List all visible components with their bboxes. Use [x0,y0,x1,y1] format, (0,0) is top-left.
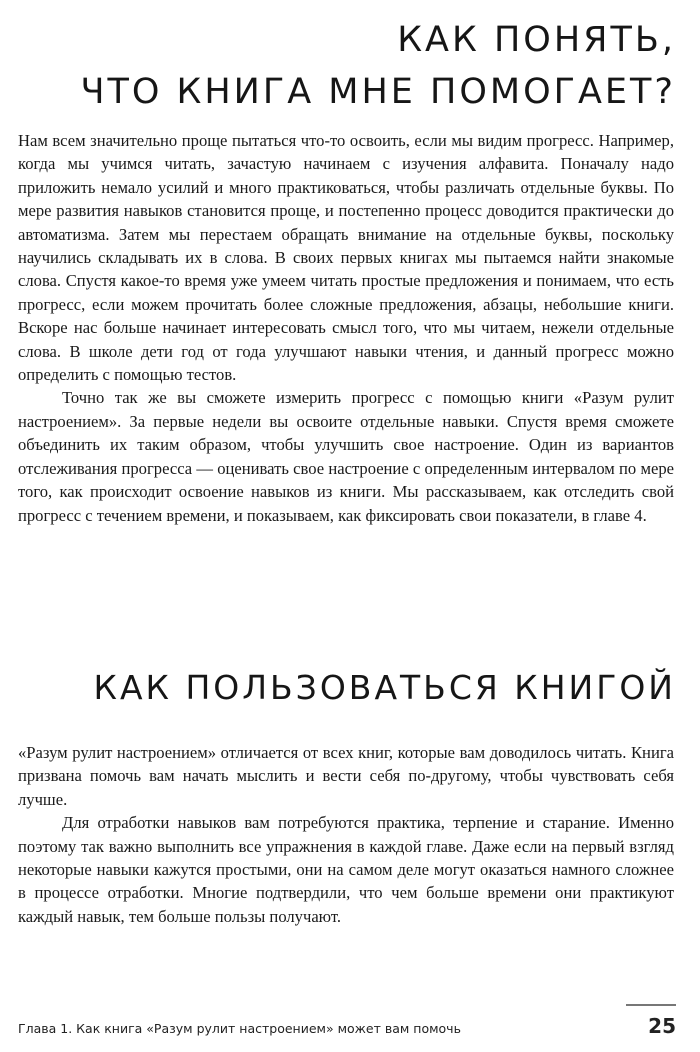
paragraph: Для отработки навыков вам потребуются практика, терпение и старание. Именно поэтому так важно выполнить все упражнения в каждой главе. Даже если на первый взгляд некоторые навыки кажутся простыми, они на самом деле могут оказаться намного сложнее в процессе отработки. Многие подтвердили, что чем больше времени они практикуют каждый навык, тем больше пользы получают. [18,813,674,926]
heading-line-2: ЧТО КНИГА МНЕ ПОМОГАЕТ? [80,72,676,112]
paragraph: Точно так же вы сможете измерить прогресс с помощью книги «Разум рулит настроением». За первые недели вы освоите отдельные навыки. Спустя время сможете объединить их таким образом, чтобы улучшить свое настроение. Один из вариантов отслеживания прогресса — оценивать свое настроение с определенным интервалом по мере того, как происходит освоение навыков из книги. Мы рассказываем, как отследить свой прогресс с течением времени, и показываем, как фиксировать свои показатели, в главе 4. [18,388,674,525]
paragraph: Нам всем значительно проще пытаться что-то освоить, если мы видим прогресс. Например, когда мы учимся читать, зачастую начинаем с изучения алфавита. Поначалу надо приложить немало усилий и много практиковаться, чтобы различать отдельные буквы. По мере развития навыков становится проще, и постепенно процесс доводится практически до автоматизма. Затем мы перестаем обращать внимание на отдельные буквы, поскольку научились складывать их в слова. В своих первых книгах мы пытаемся найти знакомые слова. Спустя какое-то время уже умеем читать простые предложения и понимаем, что есть прогресс, если можем прочитать более сложные предложения, абзацы, небольшие книги. Вскоре нас больше начинает интересовать смысл того, что мы читаем, нежели отдельные слова. В школе дети год от года улучшают навыки чтения, и данный прогресс можно определить с помощью тестов. [18,131,674,385]
heading-line-1: КАК ПОНЯТЬ, [397,20,676,60]
running-head: Глава 1. Как книга «Разум рулит настроением» может вам помочь [18,1021,461,1036]
page-footer [18,1004,676,1038]
section-heading-how-to-use: КАК ПОЛЬЗОВАТЬСЯ КНИГОЙ [93,668,676,707]
section-heading-progress [80,14,676,118]
paragraph: «Разум рулит настроением» отличается от всех книг, которые вам доводилось читать. Книга призвана помочь вам начать мыслить и вести себя по-другому, чтобы чувствовать себя лучше. [18,743,674,809]
footer-rule [626,1004,676,1006]
section-body-how-to-use [18,741,674,928]
page-number: 25 [648,1014,676,1038]
section-body-progress [18,129,674,527]
